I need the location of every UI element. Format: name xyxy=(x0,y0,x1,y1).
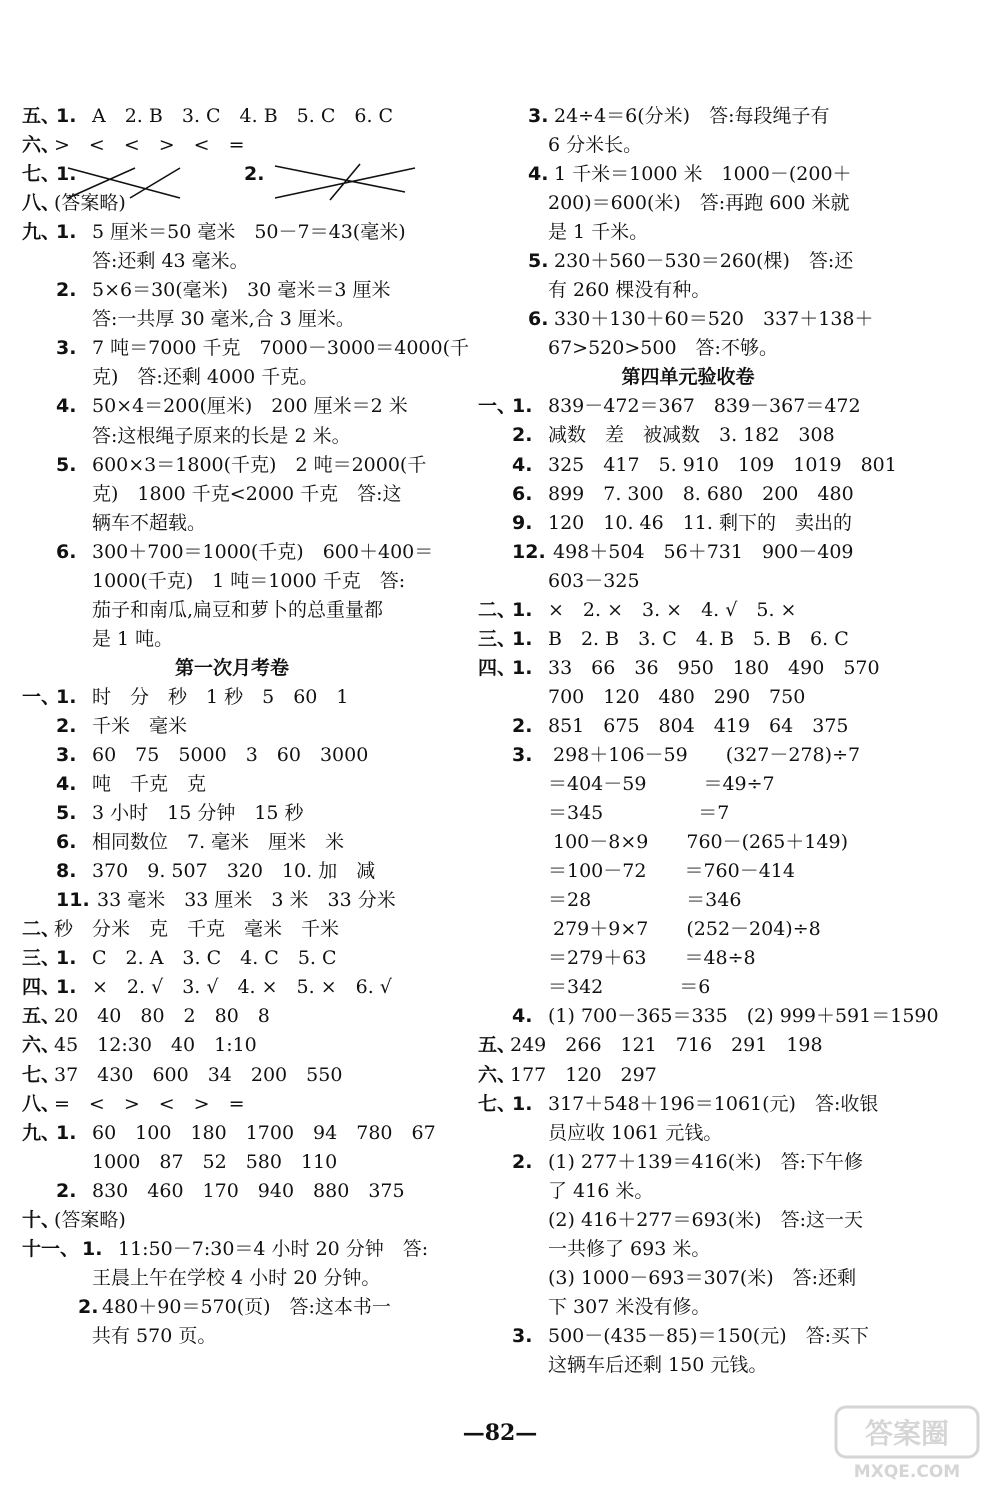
answer-text: (3) 1000－693＝307(米) 答:还剩 xyxy=(548,1266,857,1289)
section-label: 六、 xyxy=(22,1034,61,1057)
answer-text: 279＋9×7 (252－204)÷8 xyxy=(553,918,821,941)
answer-line xyxy=(478,1148,898,1177)
answer-text: 33 66 36 950 180 490 570 xyxy=(548,656,880,679)
answer-line xyxy=(22,218,442,247)
answer-text: 3 小时 15 分钟 15 秒 xyxy=(92,802,304,825)
answer-text: 20 40 80 2 80 8 xyxy=(54,1005,270,1028)
section-label: 三、 xyxy=(22,947,61,970)
answer-text: 共有 570 页。 xyxy=(92,1324,217,1347)
section-label: 六、 xyxy=(22,134,61,157)
answer-text: 辆车不超载。 xyxy=(92,511,207,534)
question-number: 2. xyxy=(512,1150,533,1173)
answer-line xyxy=(22,1090,442,1119)
answer-line xyxy=(478,131,898,160)
answer-text: 67>520>500 答:不够。 xyxy=(548,337,778,360)
answer-line xyxy=(478,596,898,625)
answer-line xyxy=(22,973,442,1002)
answer-line xyxy=(22,712,442,741)
answer-text: 了 416 米。 xyxy=(548,1179,654,1202)
answer-line xyxy=(478,1235,898,1264)
answer-text: (答案略) xyxy=(54,192,126,215)
answer-line xyxy=(22,1061,442,1090)
answer-line xyxy=(22,596,442,625)
answer-line xyxy=(478,451,898,480)
question-number: 6. xyxy=(56,540,77,563)
answer-line xyxy=(22,1322,442,1351)
answer-line xyxy=(478,1322,898,1351)
answer-text: 851 675 804 419 64 375 xyxy=(548,714,849,737)
question-number: 1. xyxy=(512,656,533,679)
answer-line xyxy=(478,1206,898,1235)
answer-text: 答:还剩 43 毫米。 xyxy=(92,250,249,273)
question-number: 4. xyxy=(512,453,533,476)
answer-line xyxy=(22,1002,442,1031)
question-number: 1. xyxy=(56,105,77,127)
answer-text: ＝28 ＝346 xyxy=(548,889,742,912)
question-number: 3. xyxy=(512,1324,533,1347)
answer-line xyxy=(22,480,442,509)
section-label: 一、 xyxy=(478,395,517,418)
answer-line xyxy=(22,392,442,421)
answer-line xyxy=(478,886,898,915)
answer-text: 249 266 121 716 291 198 xyxy=(510,1034,823,1057)
answer-text: 839－472＝367 839－367＝472 xyxy=(548,395,861,418)
answer-text: = < > < > = xyxy=(54,1092,245,1115)
answer-text: (2) 416＋277＝693(米) 答:这一天 xyxy=(548,1208,863,1231)
question-number: 1. xyxy=(82,1237,103,1260)
answer-line xyxy=(22,363,442,392)
answer-text: 茄子和南瓜,扁豆和萝卜的总重量都 xyxy=(92,598,384,621)
answer-line xyxy=(478,305,898,334)
answer-line xyxy=(478,712,898,741)
answer-text: 克) 1800 千克<2000 千克 答:这 xyxy=(92,482,402,505)
answer-text: 298＋106－59 (327－278)÷7 xyxy=(553,743,861,766)
answer-text: 24÷4＝6(分米) 答:每段绳子有 xyxy=(554,105,830,127)
answer-line xyxy=(478,160,898,189)
answer-text: 330＋130＋60＝520 337＋138＋ xyxy=(554,308,874,331)
section-heading: 第一次月考卷 xyxy=(174,656,289,679)
answer-text: A 2. B 3. C 4. B 5. C 6. C xyxy=(92,105,394,127)
right-column xyxy=(478,102,939,1380)
answer-line xyxy=(22,1148,442,1177)
section-heading: 第四单元验收卷 xyxy=(621,366,755,389)
answer-line xyxy=(478,828,898,857)
question-number: 2. xyxy=(56,714,77,737)
answer-text: × 2. × 3. × 4. √ 5. × xyxy=(548,598,797,621)
question-number: 1. xyxy=(512,395,533,418)
question-number: 2. xyxy=(56,279,77,302)
answer-line xyxy=(22,770,442,799)
question-number: 5. xyxy=(56,802,77,825)
answer-line xyxy=(478,247,898,276)
answer-text: 减数 差 被减数 3. 182 308 xyxy=(548,424,835,447)
answer-line xyxy=(478,1061,898,1090)
answer-text: 325 417 5. 910 109 1019 801 xyxy=(548,453,897,476)
answer-line xyxy=(22,799,442,828)
section-label: 十、 xyxy=(22,1208,61,1231)
answer-text: 时 分 秒 1 秒 5 60 1 xyxy=(92,685,349,708)
answer-line xyxy=(22,538,442,567)
question-number: 9. xyxy=(512,511,533,534)
answer-text: 603－325 xyxy=(548,569,640,592)
question-number: 1. xyxy=(56,163,77,186)
watermark-logo xyxy=(832,1403,982,1483)
answer-line xyxy=(22,915,442,944)
answer-text: > < < > < = xyxy=(54,134,245,157)
answer-line xyxy=(22,247,442,276)
answer-text: 克) 答:还剩 4000 千克。 xyxy=(92,366,319,389)
answer-text: 5×6＝30(毫米) 30 毫米＝3 厘米 xyxy=(92,279,391,302)
answer-text: × 2. √ 3. √ 4. × 5. × 6. √ xyxy=(92,976,392,999)
answer-line xyxy=(22,1235,442,1264)
answer-line xyxy=(478,334,898,363)
answer-text: B 2. B 3. C 4. B 5. B 6. C xyxy=(548,627,849,650)
question-number: 3. xyxy=(56,743,77,766)
question-number: 2. xyxy=(78,1295,99,1318)
section-label: 八、 xyxy=(22,192,61,215)
answer-line xyxy=(478,480,898,509)
answer-line xyxy=(478,654,898,683)
question-number: 2. xyxy=(512,714,533,737)
answer-line xyxy=(478,218,898,247)
answer-line xyxy=(22,683,442,712)
section-label: 五、 xyxy=(22,105,61,127)
answer-text: 100－8×9 760－(265＋149) xyxy=(553,831,848,854)
answer-text: 1000(千克) 1 吨＝1000 千克 答: xyxy=(92,569,406,592)
answer-text: 一共修了 693 米。 xyxy=(548,1237,711,1260)
answer-line xyxy=(22,741,442,770)
question-number: 6. xyxy=(528,308,549,331)
answer-line xyxy=(22,131,442,160)
answer-text: 899 7. 300 8. 680 200 480 xyxy=(548,482,854,505)
question-number: 1. xyxy=(56,976,77,999)
question-number: 6. xyxy=(512,482,533,505)
section-label: 七、 xyxy=(22,163,61,186)
answer-line xyxy=(478,915,898,944)
section-label: 五、 xyxy=(22,1005,61,1028)
answer-line xyxy=(22,276,442,305)
answer-text: 230＋560－530＝260(棵) 答:还 xyxy=(554,250,854,273)
answer-text: 7 吨＝7000 千克 7000－3000＝4000(千 xyxy=(92,337,469,360)
answer-text: 60 100 180 1700 94 780 67 xyxy=(92,1121,436,1144)
answer-text: 500－(435－85)＝150(元) 答:买下 xyxy=(548,1324,870,1347)
section-label: 四、 xyxy=(478,656,517,679)
answer-line xyxy=(478,973,898,1002)
answer-line xyxy=(22,1119,442,1148)
question-number: 3. xyxy=(56,337,77,360)
question-number: 1. xyxy=(56,685,77,708)
answer-text: 200)＝600(米) 答:再跑 600 米就 xyxy=(548,192,850,215)
answer-line xyxy=(22,509,442,538)
answer-line xyxy=(478,944,898,973)
answer-line xyxy=(22,886,442,915)
section-label: 七、 xyxy=(22,1063,61,1086)
question-number: 2. xyxy=(56,1179,77,1202)
page-number: —82— xyxy=(462,1420,538,1446)
answer-text: 33 毫米 33 厘米 3 米 33 分米 xyxy=(97,889,396,912)
question-number: 11. xyxy=(56,889,90,912)
question-number: 3. xyxy=(512,743,533,766)
answer-line xyxy=(478,770,898,799)
section-label: 三、 xyxy=(478,627,517,650)
answer-line xyxy=(478,1002,939,1031)
answer-line xyxy=(478,683,898,712)
section-label: 十一、 xyxy=(22,1237,80,1260)
answer-line xyxy=(22,334,469,363)
question-number: 12. xyxy=(512,540,546,563)
question-number: 8. xyxy=(56,860,77,883)
section-label: 八、 xyxy=(22,1092,61,1115)
section-label: 九、 xyxy=(22,1121,61,1144)
question-number: 3. xyxy=(528,105,549,127)
answer-text: 这辆车后还剩 150 元钱。 xyxy=(548,1353,768,1376)
question-number: 1. xyxy=(512,598,533,621)
answer-text: 317＋548＋196＝1061(元) 答:收银 xyxy=(548,1092,879,1115)
answer-line xyxy=(22,1031,442,1060)
question-number: 6. xyxy=(56,831,77,854)
section-label: 五、 xyxy=(478,1034,517,1057)
answer-text: 6 分米长。 xyxy=(548,134,643,157)
left-column xyxy=(22,102,469,1351)
answer-line xyxy=(478,276,898,305)
section-label: 二、 xyxy=(22,918,61,941)
section-label: 九、 xyxy=(22,221,61,244)
crossing-lines-2 xyxy=(275,164,415,200)
answer-line xyxy=(478,799,898,828)
answer-line xyxy=(22,422,442,451)
answer-text: 830 460 170 940 880 375 xyxy=(92,1179,405,1202)
answer-line xyxy=(22,1177,442,1206)
answer-line xyxy=(22,1206,442,1235)
svg-text:答案圈: 答案圈 xyxy=(864,1417,950,1450)
answer-line xyxy=(478,1031,898,1060)
question-number: 1. xyxy=(512,627,533,650)
question-number: 4. xyxy=(512,1005,533,1028)
answer-text: 37 430 600 34 200 550 xyxy=(54,1063,343,1086)
answer-text: 答:一共厚 30 毫米,合 3 厘米。 xyxy=(92,308,355,331)
answer-text: 吨 千克 克 xyxy=(92,773,207,796)
question-number: 2. xyxy=(512,424,533,447)
answer-text: 秒 分米 克 千克 毫米 千米 xyxy=(54,918,340,941)
question-number: 1. xyxy=(512,1092,533,1115)
question-number: 2. xyxy=(244,163,265,186)
answer-line xyxy=(478,857,898,886)
answer-line xyxy=(22,567,442,596)
svg-text:MXQE.COM: MXQE.COM xyxy=(853,1462,961,1482)
answer-text: ＝279＋63 ＝48÷8 xyxy=(548,947,756,970)
answer-text: 5 厘米＝50 毫米 50－7＝43(毫米) xyxy=(92,221,406,244)
section-label: 二、 xyxy=(478,598,517,621)
answer-line xyxy=(22,828,442,857)
answer-line xyxy=(22,1264,442,1293)
answer-text: 1000 87 52 580 110 xyxy=(92,1150,338,1173)
question-number: 5. xyxy=(56,453,77,476)
answer-text: 177 120 297 xyxy=(510,1063,657,1086)
answer-line xyxy=(478,1119,898,1148)
section-label: 七、 xyxy=(478,1092,517,1115)
matching-lines-figure xyxy=(60,158,420,208)
question-number: 1. xyxy=(56,1121,77,1144)
answer-line xyxy=(22,102,442,131)
answer-text: 600×3＝1800(千克) 2 吨＝2000(千 xyxy=(92,453,427,476)
answer-line xyxy=(478,1351,898,1380)
answer-text: 下 307 米没有修。 xyxy=(548,1295,711,1318)
answer-line xyxy=(478,509,898,538)
answer-text: (答案略) xyxy=(54,1208,126,1231)
answer-line xyxy=(478,567,898,596)
answer-text: 相同数位 7. 毫米 厘米 米 xyxy=(92,831,345,854)
answer-line xyxy=(478,1090,898,1119)
answer-text: 700 120 480 290 750 xyxy=(548,685,806,708)
answer-text: 50×4＝200(厘米) 200 厘米＝2 米 xyxy=(92,395,408,418)
answer-line xyxy=(22,1293,442,1322)
answer-text: 120 10. 46 11. 剩下的 卖出的 xyxy=(548,511,852,534)
answer-line xyxy=(478,421,898,450)
section-label: 六、 xyxy=(478,1063,517,1086)
crossing-lines-1 xyxy=(68,168,180,198)
answer-text: 员应收 1061 元钱。 xyxy=(548,1121,723,1144)
question-number: 4. xyxy=(56,395,77,418)
answer-line xyxy=(478,392,898,421)
answer-text: ＝345 ＝7 xyxy=(548,802,730,825)
question-number: 5. xyxy=(528,250,549,273)
answer-text: 有 260 棵没有种。 xyxy=(548,279,711,302)
answer-text: 370 9. 507 320 10. 加 减 xyxy=(92,860,376,883)
answer-text: (1) 277＋139＝416(米) 答:下午修 xyxy=(548,1150,863,1173)
question-number: 1. xyxy=(56,221,77,244)
answer-line xyxy=(22,451,442,480)
answer-line xyxy=(478,1293,898,1322)
question-number: 4. xyxy=(528,163,549,186)
answer-line xyxy=(22,944,442,973)
answer-text: 千米 毫米 xyxy=(92,714,188,737)
answer-text: (1) 700－365＝335 (2) 999＋591＝1590 xyxy=(548,1005,939,1028)
answer-line xyxy=(22,625,442,654)
answer-line xyxy=(478,741,898,770)
answer-line xyxy=(478,538,898,567)
answer-text: 11:50－7:30＝4 小时 20 分钟 答: xyxy=(118,1237,429,1260)
section-label: 四、 xyxy=(22,976,61,999)
answer-text: ＝342 ＝6 xyxy=(548,976,711,999)
answer-line xyxy=(478,1177,898,1206)
answer-line xyxy=(478,102,898,131)
question-number: 1. xyxy=(56,947,77,970)
answer-text: C 2. A 3. C 4. C 5. C xyxy=(92,947,337,970)
answer-text: ＝404－59 ＝49÷7 xyxy=(548,773,775,796)
answer-line xyxy=(478,625,898,654)
answer-text: 1 千米＝1000 米 1000－(200＋ xyxy=(554,163,852,186)
answer-text: 300＋700＝1000(千克) 600＋400＝ xyxy=(92,540,434,563)
answer-line xyxy=(478,189,898,218)
answer-text: 480＋90＝570(页) 答:这本书一 xyxy=(102,1295,391,1318)
answer-line xyxy=(22,857,442,886)
answer-text: 498＋504 56＋731 900－409 xyxy=(553,540,854,563)
question-number: 4. xyxy=(56,773,77,796)
answer-text: ＝100－72 ＝760－414 xyxy=(548,860,795,883)
answer-text: 45 12:30 40 1:10 xyxy=(54,1034,257,1057)
answer-line xyxy=(22,305,442,334)
answer-text: 是 1 千米。 xyxy=(548,221,649,244)
answer-text: 答:这根绳子原来的长是 2 米。 xyxy=(92,424,351,447)
answer-text: 60 75 5000 3 60 3000 xyxy=(92,743,369,766)
answer-text: 是 1 吨。 xyxy=(92,627,174,650)
answer-text: 王晨上午在学校 4 小时 20 分钟。 xyxy=(92,1266,381,1289)
section-label: 一、 xyxy=(22,685,61,708)
answer-line xyxy=(478,1264,898,1293)
